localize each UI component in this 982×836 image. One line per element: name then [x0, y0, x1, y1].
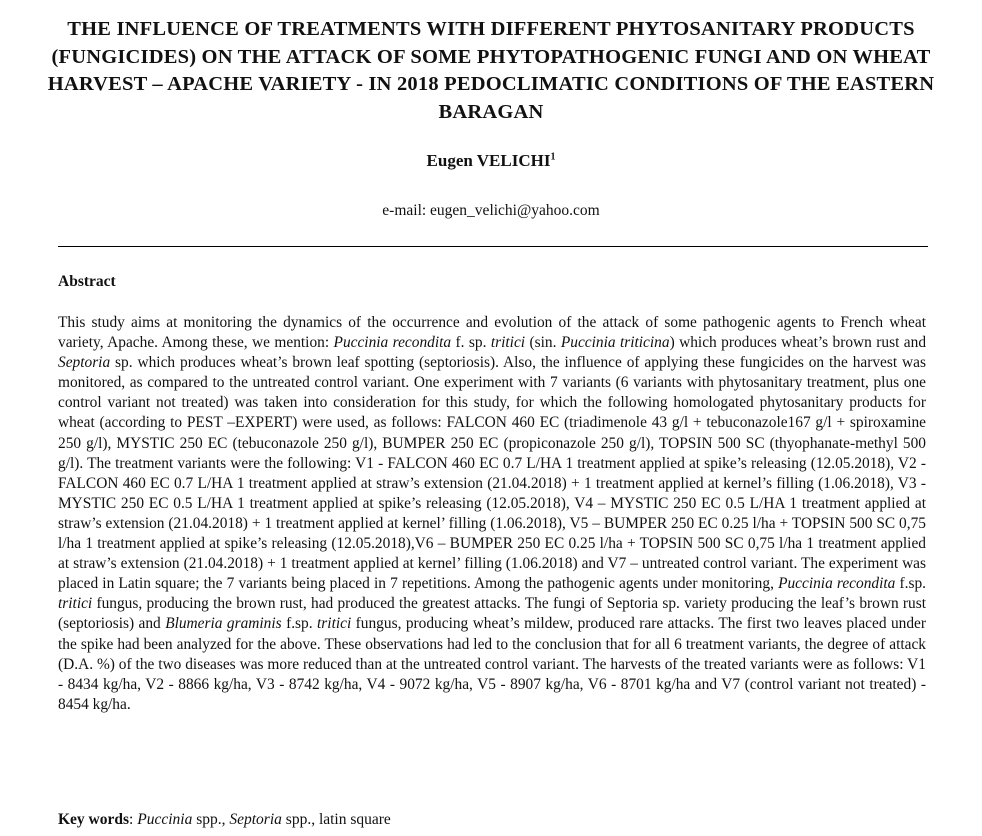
abstract-text: f.sp. [281, 615, 318, 633]
abstract-text: fungus, producing the brown rust, had produced the greatest attacks. The fungi of Septoria sp. variety producing the leaf’s brown rust (septoriosis) and [58, 595, 926, 633]
abstract-heading: Abstract [58, 273, 116, 290]
species-name: tritici [58, 595, 93, 613]
abstract-text: f. sp. [451, 334, 491, 352]
keywords-label: Key words [58, 811, 130, 828]
author-line [0, 150, 982, 172]
header-divider [58, 246, 928, 247]
author-affiliation-mark: 1 [550, 151, 556, 163]
abstract-text: f.sp. [895, 575, 926, 593]
keywords-line [58, 810, 391, 830]
abstract-text: ) which produces wheat’s brown rust and [669, 334, 927, 352]
paper-title: THE INFLUENCE OF TREATMENTS WITH DIFFERENT PHYTOSANITARY PRODUCTS (FUNGICIDES) ON THE ATTACK OF SOME PHYTOPATHOGENIC FUNGI AND ON WHEAT HARVEST – APACHE VARIETY - IN 2018 PEDOCLIMATIC CONDITIONS OF THE EASTERN BARAGAN [47, 18, 935, 123]
abstract-text: This study aims at monitoring the dynamics of the occurrence and evolution of the attack of some pathogenic agents to French wheat variety, Apache. Among these, we mention: [58, 314, 926, 352]
abstract-body [58, 313, 926, 715]
species-name: Septoria [58, 354, 111, 372]
keywords-separator: : [129, 811, 138, 828]
abstract-text: sp. which produces wheat’s brown leaf spotting (septoriosis). Also, the influence of applying these fungicides on the harvest was monitored, as compared to the untreated control variant. One experiment with 7 variants (6 variants with phytosanitary treatment, plus one control variant not treated) was taken into consideration for this study, for which the following homologated phytosanitary products for wheat (according to PEST –EXPERT) were used, as follows: FALCON 460 EC (triadimenole 43 g/l + tebuconazole167 g/l + spiroxamine 250 g/l), MYSTIC 250 EC (tebuconazole 250 g/l), BUMPER 250 EC (propiconazole 250 g/l), TOPSIN 500 SC (thyophanate-methyl 500 g/l). The treatment variants were the following: V1 - FALCON 460 EC 0.7 L/HA 1 treatment applied at spike’s releasing (12.05.2018), V2 - FALCON 460 EC 0.7 L/HA 1 treatment applied at straw’s extension (21.04.2018) + 1 treatment applied at kernel’s filling (1.06.2018), V3 - MYSTIC 250 EC 0.5 L/HA 1 treatment applied at spike’s releasing (12.05.2018), V4 – MYSTIC 250 EC 0.5 L/HA 1 treatment applied at straw’s extension (21.04.2018) + 1 treatment applied at kernel’ filling (1.06.2018), V5 – BUMPER 250 EC 0.25 l/ha + TOPSIN 500 SC 0,75 l/ha 1 treatment applied at spike’s releasing (12.05.2018),V6 – BUMPER 250 EC 0.25 l/ha + TOPSIN 500 SC 0,75 l/ha 1 treatment applied at straw’s extension (21.04.2018) + 1 treatment applied at kernel’ filling (1.06.2018) and V7 – untreated control variant. The experiment was placed in Latin square; the 7 variants being placed in 7 repetitions. Among the pathogenic agents under monitoring, [58, 354, 926, 593]
species-name: Puccinia recondita [778, 575, 896, 593]
keyword: Septoria [229, 811, 282, 828]
species-name: Puccinia recondita [333, 334, 452, 352]
keyword-rest: spp., [192, 811, 230, 828]
keyword-rest: spp., latin square [281, 811, 391, 828]
species-name: tritici [490, 334, 526, 352]
species-name: Puccinia triticina [560, 334, 670, 352]
author-email: e-mail: eugen_velichi@yahoo.com [382, 202, 600, 219]
abstract-text: (sin. [525, 334, 561, 352]
keyword: Puccinia [137, 811, 193, 828]
author-name: Eugen VELICHI [426, 151, 551, 170]
species-name: Blumeria graminis [165, 615, 282, 633]
abstract-text: fungus, producing wheat’s mildew, produced rare attacks. The first two leaves placed under the spike had been analyzed for the above. These observations had led to the conclusion that for all 6 treatment variants, the degree of attack (D.A. %) of the two diseases was more reduced than at the untreated control variant. The harvests of the treated variants were as follows: V1 - 8434 kg/ha, V2 - 8866 kg/ha, V3 - 8742 kg/ha, V4 - 9072 kg/ha, V5 - 8907 kg/ha, V6 - 8701 kg/ha and V7 (control variant not treated) - 8454 kg/ha. [58, 615, 927, 713]
species-name: tritici [317, 615, 352, 633]
